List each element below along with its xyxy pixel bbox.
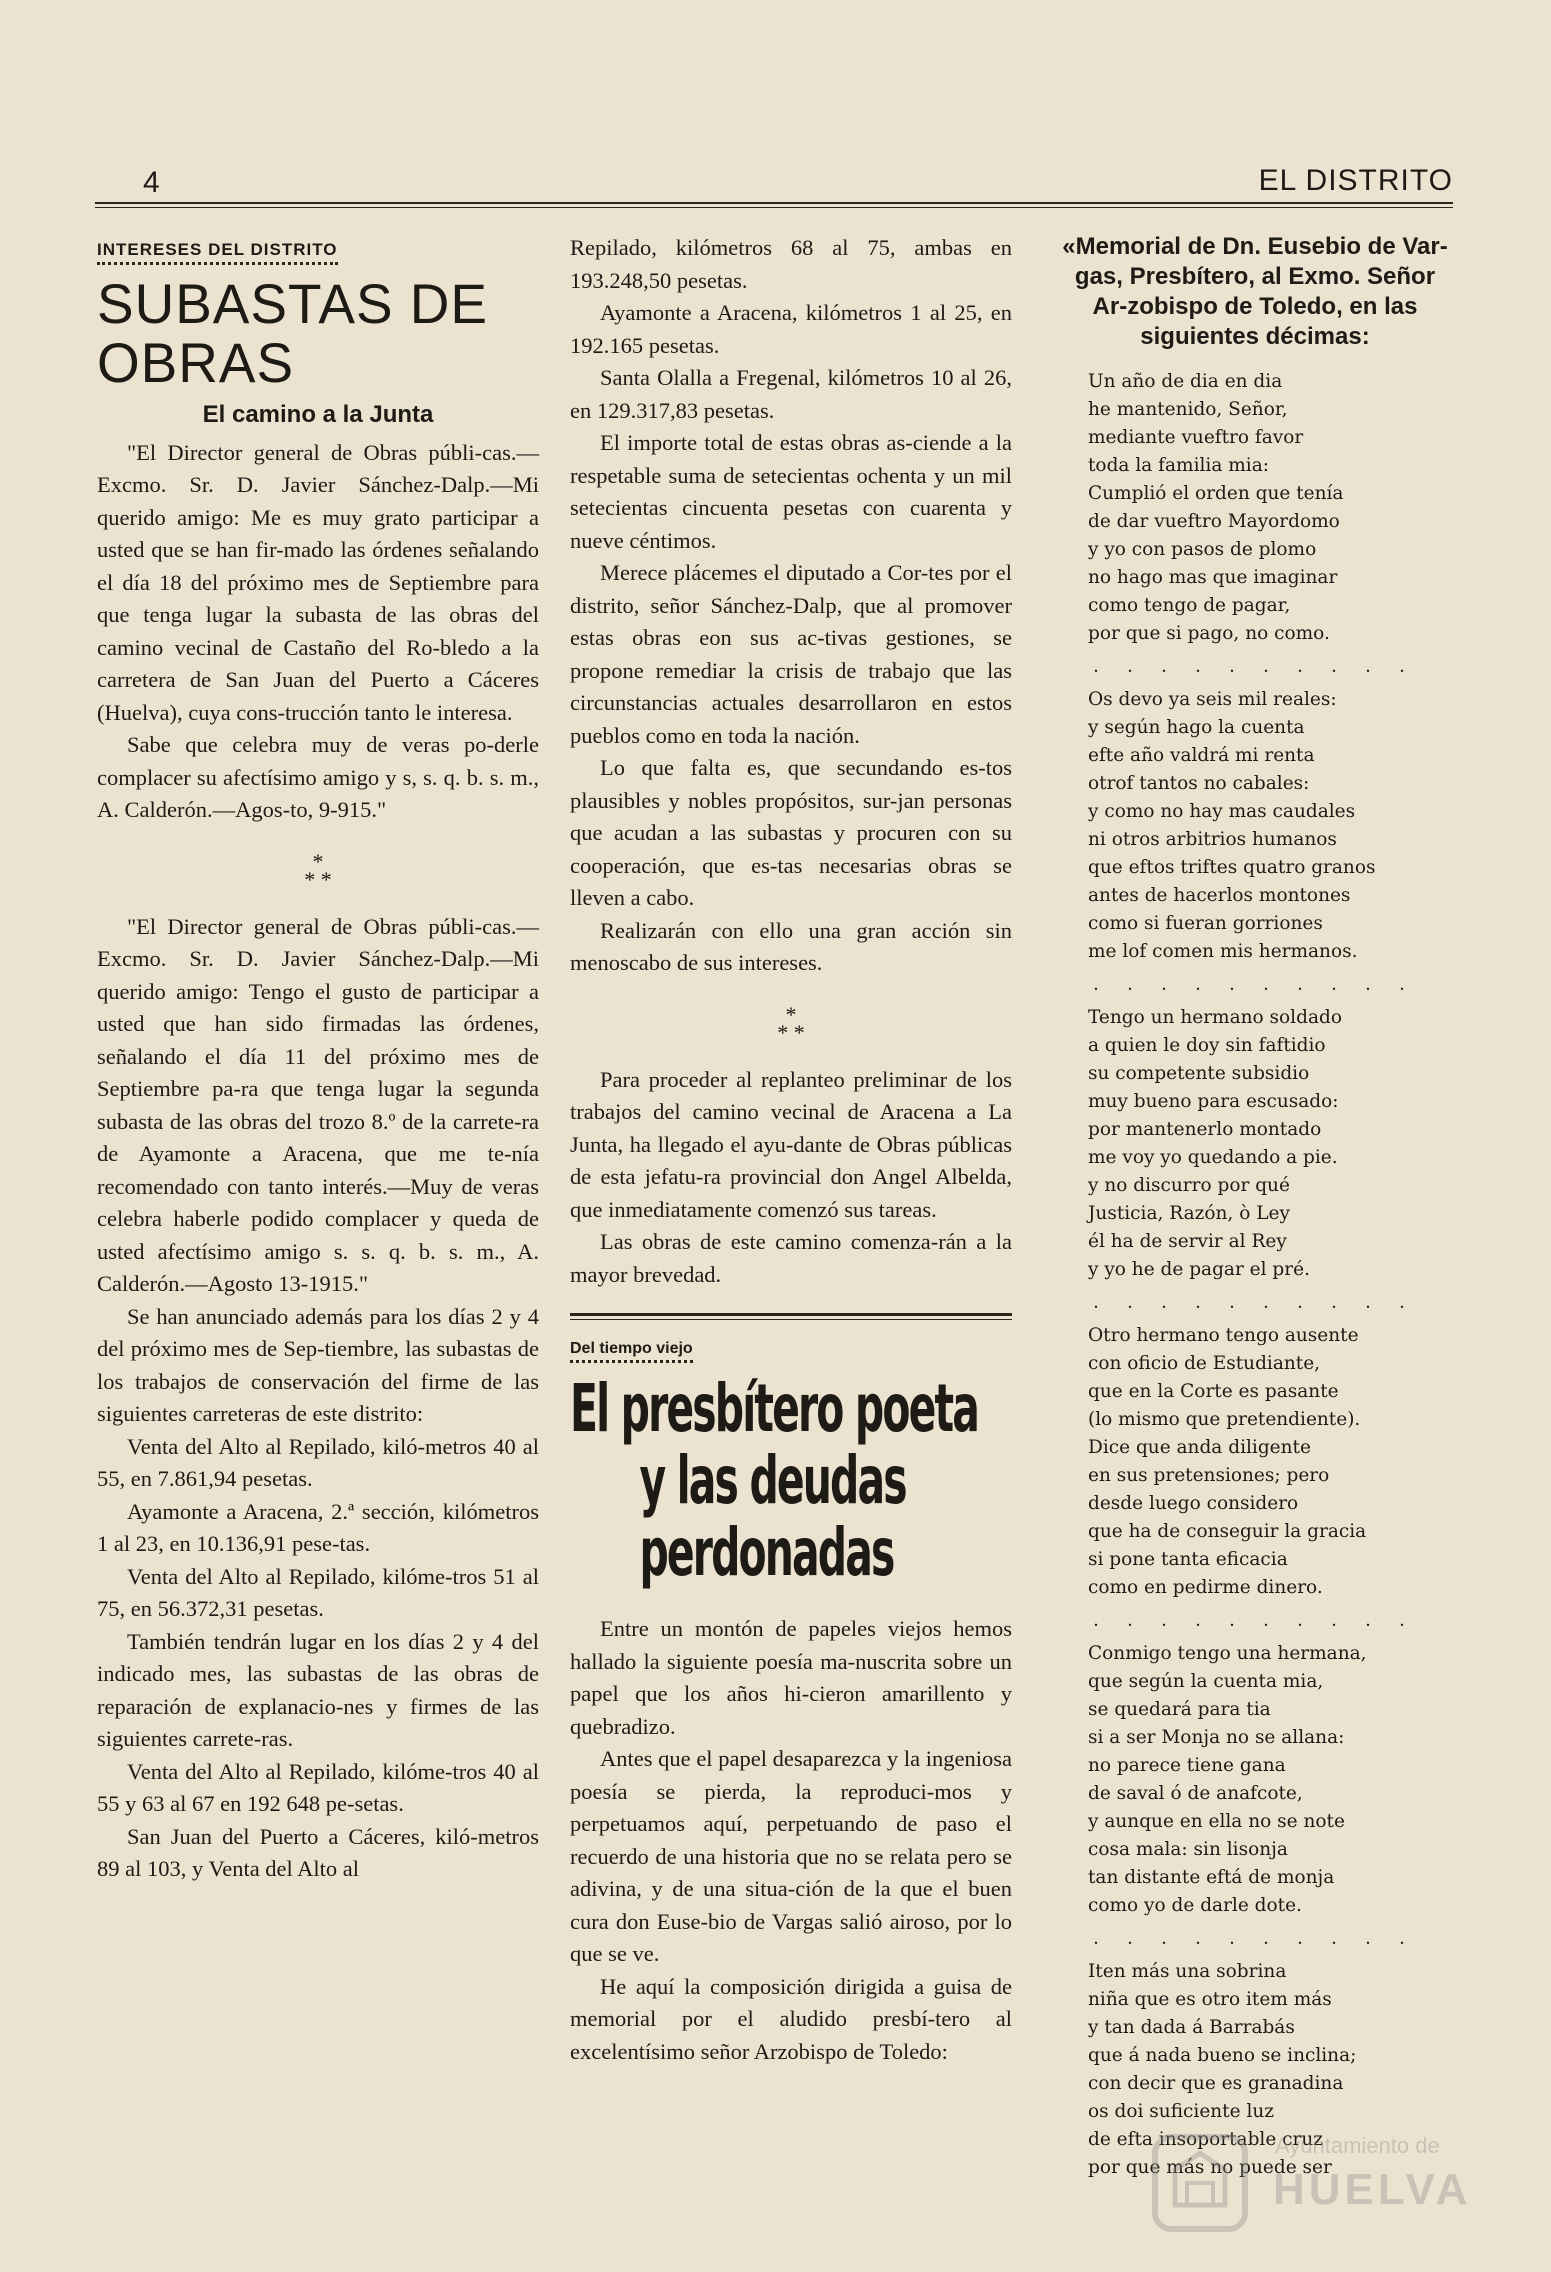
newspaper-title: EL DISTRITO <box>1258 164 1453 197</box>
paragraph: Venta del Alto al Repilado, kilóme-tros 40 al 55 y 63 al 67 en 192 648 pe-setas. <box>97 1758 539 1817</box>
paragraph: "El Director general de Obras públi-cas.—Excmo. Sr. D. Javier Sánchez-Dalp.—Mi querido amigo: Tengo el gusto de participar a usted que han sido firmadas las órdenes, señalando el día 11 del próximo mes de Septiembre pa-ra que tenga lugar la segunda subasta de las obras del trozo 8.º de la carrete-ra de Ayamonte a Aracena, que me te-nía recomendado con tanto interés.—Muy de veras celebra haberle podido complacer y queda de usted afectísimo amigo s. s. q. b. s. m., A. Calderón.—Agosto 13-1915." <box>97 913 539 1297</box>
verse-line: os doi suficiente luz <box>1088 2101 1275 2122</box>
verse-line: Cumplió el orden que tenía <box>1088 483 1344 504</box>
verse-line: y tan dada á Barrabás <box>1088 2017 1295 2038</box>
verse-line: como yo de darle dote. <box>1088 1895 1302 1916</box>
verse-line: que eftos triftes quatro granos <box>1088 857 1376 878</box>
verse-line: me lof comen mis hermanos. <box>1088 941 1358 962</box>
stanza <box>1055 368 1455 648</box>
article-subhead: El camino a la Junta <box>202 400 434 428</box>
column-1 <box>97 240 539 1886</box>
paragraph: También tendrán lugar en los días 2 y 4 del indicado mes, las subastas de las obras de reparación de explanacio-nes y firmes de las siguientes carrete-ras. <box>97 1628 539 1752</box>
verse-line: que según la cuenta mia, <box>1088 1671 1324 1692</box>
verse-line: he mantenido, Señor, <box>1088 399 1288 420</box>
header-rule <box>95 202 1453 204</box>
verse-line: cosa mala: sin lisonja <box>1088 1839 1288 1860</box>
verse-line: se quedará para tia <box>1088 1699 1271 1720</box>
verse-line: con decir que es granadina <box>1088 2073 1344 2094</box>
verse-line: efte año valdrá mi renta <box>1088 745 1315 766</box>
watermark-line-1: Ayuntamiento de <box>1275 2133 1440 2158</box>
verse-line: me voy yo quedando a pie. <box>1088 1147 1338 1168</box>
stanza <box>1055 1004 1455 1284</box>
verse-line: Un año de dia en dia <box>1088 371 1283 392</box>
verse-line: y como no hay mas caudales <box>1088 801 1356 822</box>
poem-title: «Memorial de Dn. Eusebio de Var-gas, Presbítero, al Exmo. Señor Ar-zobispo de Toledo, en las siguientes décimas: <box>1062 233 1448 350</box>
verse-line: Otro hermano tengo ausente <box>1088 1325 1359 1346</box>
verse-line: por que si pago, no como. <box>1088 623 1330 644</box>
verse-line: Dice que anda diligente <box>1088 1437 1311 1458</box>
verse-line: antes de hacerlos montones <box>1088 885 1351 906</box>
paragraph: El importe total de estas obras as-ciende a la respetable suma de setecientas ochenta y un mil setecientas cincuenta pesetas con cuarenta y nueve céntimos. <box>570 430 1012 553</box>
verse-line: él ha de servir al Rey <box>1088 1231 1287 1252</box>
paragraph: Sabe que celebra muy de veras po-derle complacer su afectísimo amigo y s, s. q. b. s. m., A. Calderón.—Agos-to, 9-915." <box>97 732 539 823</box>
paragraph: Realizarán con ello una gran acción sin menoscabo de sus intereses. <box>570 917 1012 975</box>
column-2 <box>570 232 1012 2068</box>
stanza <box>1055 1640 1455 1920</box>
verse-line: y yo con pasos de plomo <box>1088 539 1317 560</box>
verse-line: Tengo un hermano soldado <box>1088 1007 1342 1028</box>
verse-line: mediante vueftro favor <box>1088 427 1304 448</box>
verse-line: que á nada bueno se inclina; <box>1088 2045 1357 2066</box>
stanza-separator: . . . . . . . . . . <box>1093 973 1417 995</box>
paragraph: Ayamonte a Aracena, kilómetros 1 al 25, en 192.165 pesetas. <box>570 300 1012 358</box>
verse-line: de dar vueftro Mayordomo <box>1088 511 1340 532</box>
verse-line: toda la familia mia: <box>1088 455 1269 476</box>
page-header <box>95 160 1453 200</box>
verse-line: por mantenerlo montado <box>1088 1119 1322 1140</box>
stanza <box>1055 686 1455 966</box>
section-label: INTERESES DEL DISTRITO <box>97 240 338 265</box>
verse-line: por que más no puede ser <box>1088 2157 1332 2178</box>
paragraph: Se han anunciado además para los días 2 y 4 del próximo mes de Sep-tiembre, las subastas de los trabajos de conservación del firme de las siguientes carreteras de este distrito: <box>97 1303 539 1427</box>
verse-line: y no discurro por qué <box>1088 1175 1290 1196</box>
verse-line: ni otros arbitrios humanos <box>1088 829 1337 850</box>
paragraph: Entre un montón de papeles viejos hemos hallado la siguiente poesía ma-nuscrita sobre un papel que los años hi-cieron amarillento y quebradizo. <box>570 1616 1012 1739</box>
verse-line: Iten más una sobrina <box>1088 1961 1287 1982</box>
verse-line: (lo mismo que pretendiente). <box>1088 1409 1361 1430</box>
stanza-separator: . . . . . . . . . . <box>1093 1927 1417 1949</box>
verse-line: como tengo de pagar, <box>1088 595 1291 616</box>
stanza-separator: . . . . . . . . . . <box>1093 1291 1417 1313</box>
verse-line: muy bueno para escusado: <box>1088 1091 1339 1112</box>
verse-line: Os devo ya seis mil reales: <box>1088 689 1337 710</box>
city-seal-icon <box>1145 2125 1255 2235</box>
verse-line: como si fueran gorriones <box>1088 913 1323 934</box>
headline-line-1: El presbítero poeta <box>570 1370 978 1447</box>
article-headline: SUBASTAS DE OBRAS <box>97 272 488 394</box>
verse-line: a quien le doy sin faftidio <box>1088 1035 1326 1056</box>
stanza <box>1055 1322 1455 1602</box>
paragraph: Antes que el papel desaparezca y la ingeniosa poesía se pierda, la reproduci-mos y perpetuamos aquí, perpetuando de paso el recuerdo de una historia que no se relata pero se adivina, y de una situa-ción de la que el buen cura don Euse-bio de Vargas salió airoso, por lo que se ve. <box>570 1746 1012 1966</box>
verse-line: Justicia, Razón, ò Ley <box>1088 1203 1290 1224</box>
paragraph: Ayamonte a Aracena, 2.ª sección, kilómetros 1 al 23, en 10.136,91 pese-tas. <box>97 1498 539 1557</box>
stanza-separator: . . . . . . . . . . <box>1093 655 1417 677</box>
paragraph: Lo que falta es, que secundando es-tos plausibles y nobles propósitos, sur-jan personas que acudan a las subastas y procuren con su cooperación, que es-tas necesarias obras se lleven a cabo. <box>570 755 1012 910</box>
verse-line: tan distante eftá de monja <box>1088 1867 1335 1888</box>
paragraph: Santa Olalla a Fregenal, kilómetros 10 al 26, en 129.317,83 pesetas. <box>570 365 1012 423</box>
article-divider-thin <box>570 1319 1012 1320</box>
verse-line: en sus pretensiones; pero <box>1088 1465 1330 1486</box>
verse-line: de efta insoportable cruz <box>1088 2129 1324 2150</box>
stanza-separator: . . . . . . . . . . <box>1093 1609 1417 1631</box>
verse-line: no parece tiene gana <box>1088 1755 1286 1776</box>
poem <box>1055 368 1455 2182</box>
paragraph: Las obras de este camino comenza-rán a la mayor brevedad. <box>570 1229 1012 1287</box>
header-rule-thin <box>95 207 1453 208</box>
paragraph: Merece plácemes el diputado a Cor-tes por el distrito, señor Sánchez-Dalp, que al promover estas obras eon sus ac-tivas gestiones, se propone remediar la crisis de trabajo que las circunstancias actuales desarrollaron en estos pueblos como en toda la nación. <box>570 560 1012 748</box>
asterism: * * * <box>777 1001 805 1045</box>
watermark <box>1145 2125 1475 2235</box>
article-divider <box>570 1313 1012 1316</box>
paragraph: He aquí la composición dirigida a guisa de memorial por el aludido presbí-tero al excelentísimo señor Arzobispo de Toledo: <box>570 1973 1012 2064</box>
verse-line: con oficio de Estudiante, <box>1088 1353 1321 1374</box>
paragraph: Venta del Alto al Repilado, kilóme-tros 51 al 75, en 56.372,31 pesetas. <box>97 1563 539 1622</box>
headline-line-2: y las deudas perdonadas <box>639 1442 906 1591</box>
verse-line: y yo he de pagar el pré. <box>1088 1259 1310 1280</box>
article-headline <box>570 1370 1013 1591</box>
paragraph: Venta del Alto al Repilado, kiló-metros 40 al 55, en 7.861,94 pesetas. <box>97 1433 539 1492</box>
paragraph: Para proceder al replanteo preliminar de los trabajos del camino vecinal de Aracena a La Junta, ha llegado el ayu-dante de Obras públicas de esta jefatu-ra provincial don Angel Albelda, que inmediatamente comenzó sus tareas. <box>570 1066 1012 1222</box>
verse-line: niña que es otro item más <box>1088 1989 1332 2010</box>
watermark-line-2: HUELVA <box>1273 2165 1472 2214</box>
verse-line: que en la Corte es pasante <box>1088 1381 1339 1402</box>
verse-line: de saval ó de anafcote, <box>1088 1783 1303 1804</box>
verse-line: si a ser Monja no se allana: <box>1088 1727 1345 1748</box>
verse-line: como en pedirme dinero. <box>1088 1577 1323 1598</box>
verse-line: desde luego considero <box>1088 1493 1299 1514</box>
verse-line: otrof tantos no cabales: <box>1088 773 1310 794</box>
column-3 <box>1055 232 1455 2182</box>
page-number: 4 <box>143 166 160 199</box>
verse-line: si pone tanta eficacia <box>1088 1549 1288 1570</box>
asterism: * * * <box>304 848 332 892</box>
verse-line: no hago mas que imaginar <box>1088 567 1338 588</box>
verse-line: su competente subsidio <box>1088 1063 1310 1084</box>
verse-line: Conmigo tengo una hermana, <box>1088 1643 1367 1664</box>
verse-line: y aunque en ella no se note <box>1088 1811 1345 1832</box>
verse-line: que ha de conseguir la gracia <box>1088 1521 1367 1542</box>
paragraph: "El Director general de Obras públi-cas.—Excmo. Sr. D. Javier Sánchez-Dalp.—Mi querido amigo: Me es muy grato participar a usted que se han fir-mado las órdenes señalando el día 18 del próximo mes de Septiembre para que tenga lugar la subasta de las obras del camino vecinal de Castaño del Ro-bledo a la carretera de San Juan del Puerto a Cáceres (Huelva), cuya cons-trucción tanto le interesa. <box>97 439 539 725</box>
paragraph: San Juan del Puerto a Cáceres, kiló-metros 89 al 103, y Venta del Alto al <box>97 1823 539 1882</box>
verse-line: y según hago la cuenta <box>1088 717 1305 738</box>
section-label: Del tiempo viejo <box>570 1340 693 1363</box>
paragraph: Repilado, kilómetros 68 al 75, ambas en 193.248,50 pesetas. <box>570 235 1012 293</box>
